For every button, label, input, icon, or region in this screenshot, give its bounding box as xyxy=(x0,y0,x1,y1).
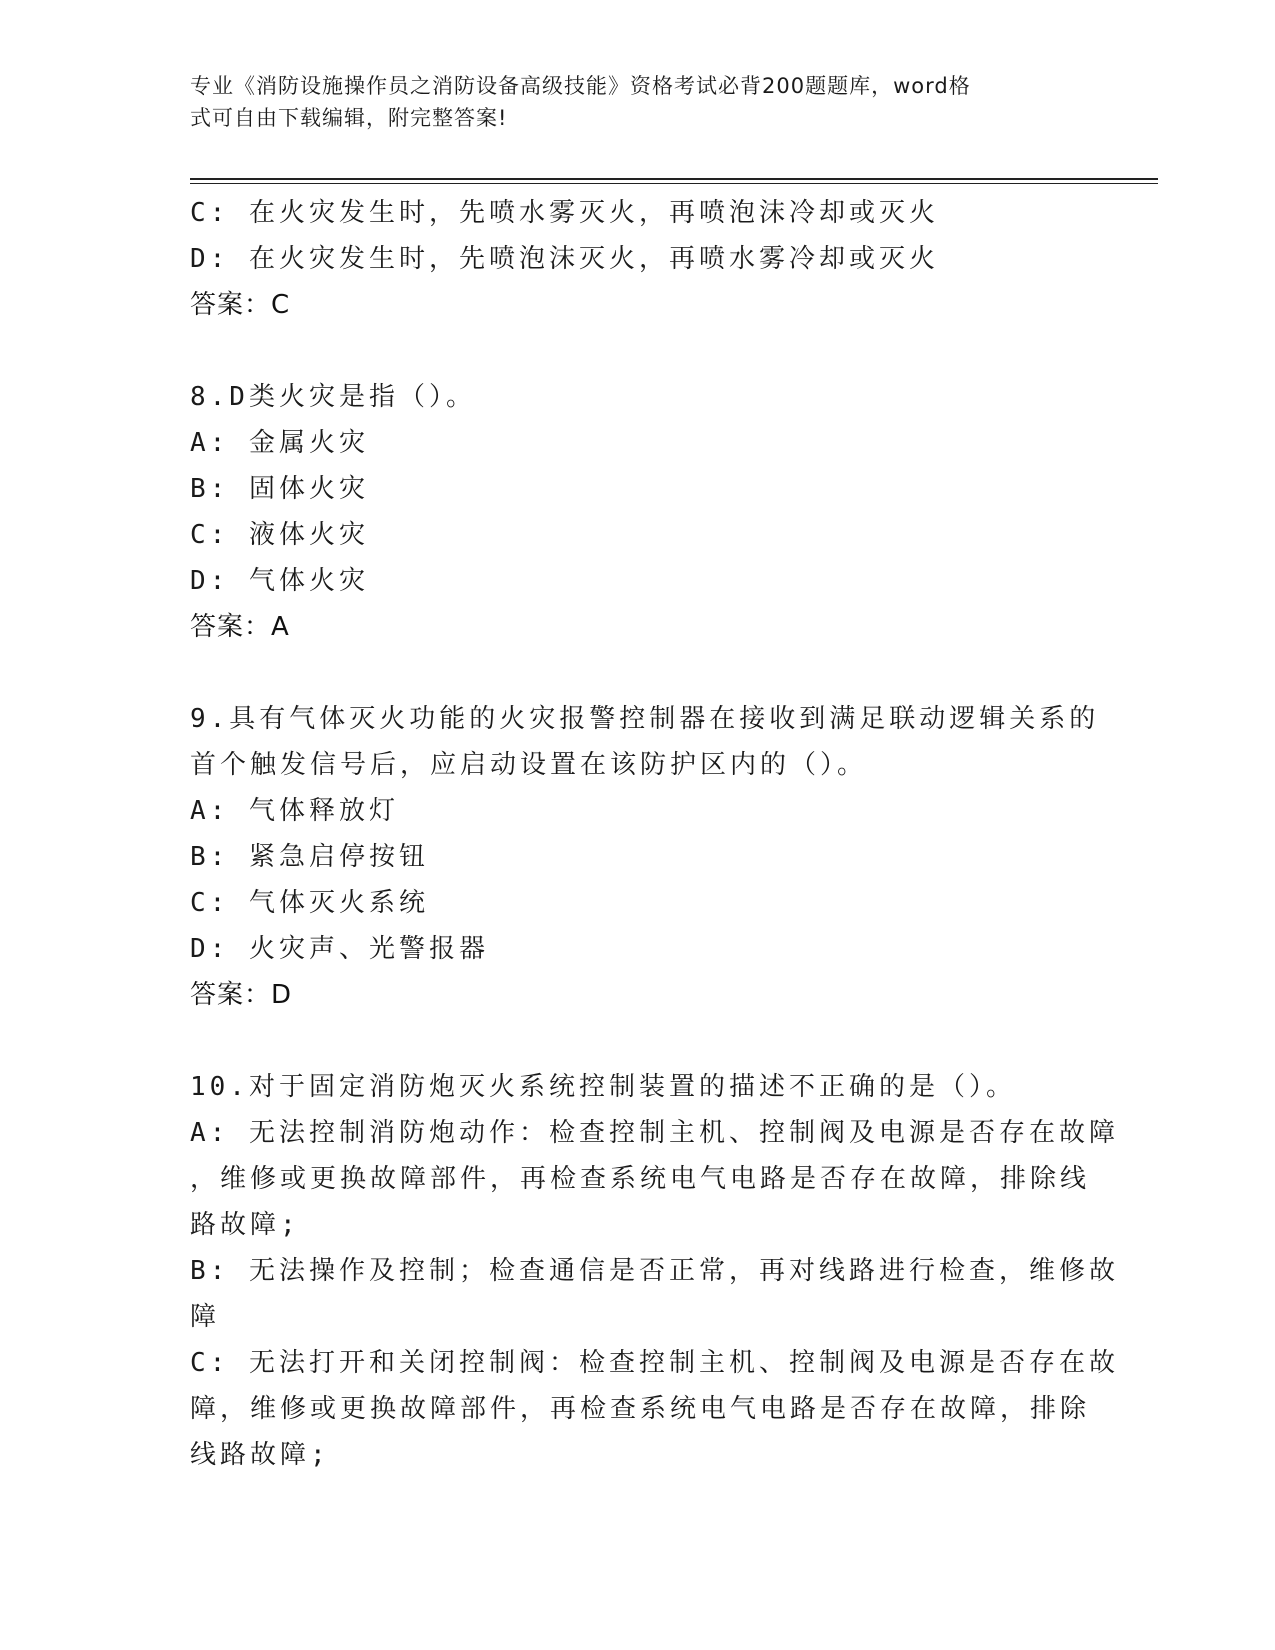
answer-line: 答案：D xyxy=(190,980,293,1010)
option-c: C: 液体火灾 xyxy=(190,520,369,550)
option-a-line-2: ，维修或更换故障部件，再检查系统电气电路是否存在故障，排除线 xyxy=(190,1164,1091,1194)
question-stem: 8.D类火灾是指（）。 xyxy=(190,382,476,412)
question-9 xyxy=(190,696,1100,1018)
option-c: C: 在火灾发生时，先喷水雾灭火，再喷泡沫冷却或灭火 xyxy=(190,198,939,228)
option-c-line-3: 线路故障; xyxy=(190,1440,330,1470)
header-title-line-1: 专业《消防设施操作员之消防设备高级技能》资格考试必背200题题库，word格 xyxy=(190,74,971,98)
question-stem-line-2: 首个触发信号后，应启动设置在该防护区内的（）。 xyxy=(190,750,868,780)
option-a: A: 金属火灾 xyxy=(190,428,369,458)
document-header xyxy=(190,70,1080,134)
answer-line: 答案：A xyxy=(190,612,290,642)
header-title-line-2: 式可自由下载编辑，附完整答案! xyxy=(190,106,508,130)
option-a: A: 气体释放灯 xyxy=(190,796,399,826)
option-c-line-1: C: 无法打开和关闭控制阀：检查控制主机、控制阀及电源是否存在故 xyxy=(190,1348,1119,1378)
option-b-line-1: B: 无法操作及控制；检查通信是否正常，再对线路进行检查，维修故 xyxy=(190,1256,1119,1286)
spacer xyxy=(190,1018,1090,1064)
spacer xyxy=(190,328,1090,374)
option-b: B: 固体火灾 xyxy=(190,474,369,504)
option-b-line-2: 障 xyxy=(190,1302,221,1332)
option-c: C: 气体灭火系统 xyxy=(190,888,429,918)
question-list xyxy=(190,190,1119,1478)
question-8 xyxy=(190,374,1090,650)
option-d: D: 火灾声、光警报器 xyxy=(190,934,489,964)
option-d: D: 在火灾发生时，先喷泡沫灭火，再喷水雾冷却或灭火 xyxy=(190,244,939,274)
question-7-tail xyxy=(190,190,1090,328)
header-divider-thin xyxy=(190,183,1158,184)
option-a-line-3: 路故障; xyxy=(190,1210,300,1240)
question-10 xyxy=(190,1064,1119,1478)
question-stem: 10.对于固定消防炮灭火系统控制装置的描述不正确的是（）。 xyxy=(190,1072,1016,1102)
spacer xyxy=(190,650,1090,696)
option-a-line-1: A: 无法控制消防炮动作：检查控制主机、控制阀及电源是否存在故障 xyxy=(190,1118,1119,1148)
option-d: D: 气体火灾 xyxy=(190,566,369,596)
question-stem-line-1: 9.具有气体灭火功能的火灾报警控制器在接收到满足联动逻辑关系的 xyxy=(190,704,1100,734)
option-b: B: 紧急启停按钮 xyxy=(190,842,429,872)
answer-line: 答案：C xyxy=(190,290,291,320)
option-c-line-2: 障，维修或更换故障部件，再检查系统电气电路是否存在故障，排除 xyxy=(190,1394,1091,1424)
header-divider-thick xyxy=(190,178,1158,180)
